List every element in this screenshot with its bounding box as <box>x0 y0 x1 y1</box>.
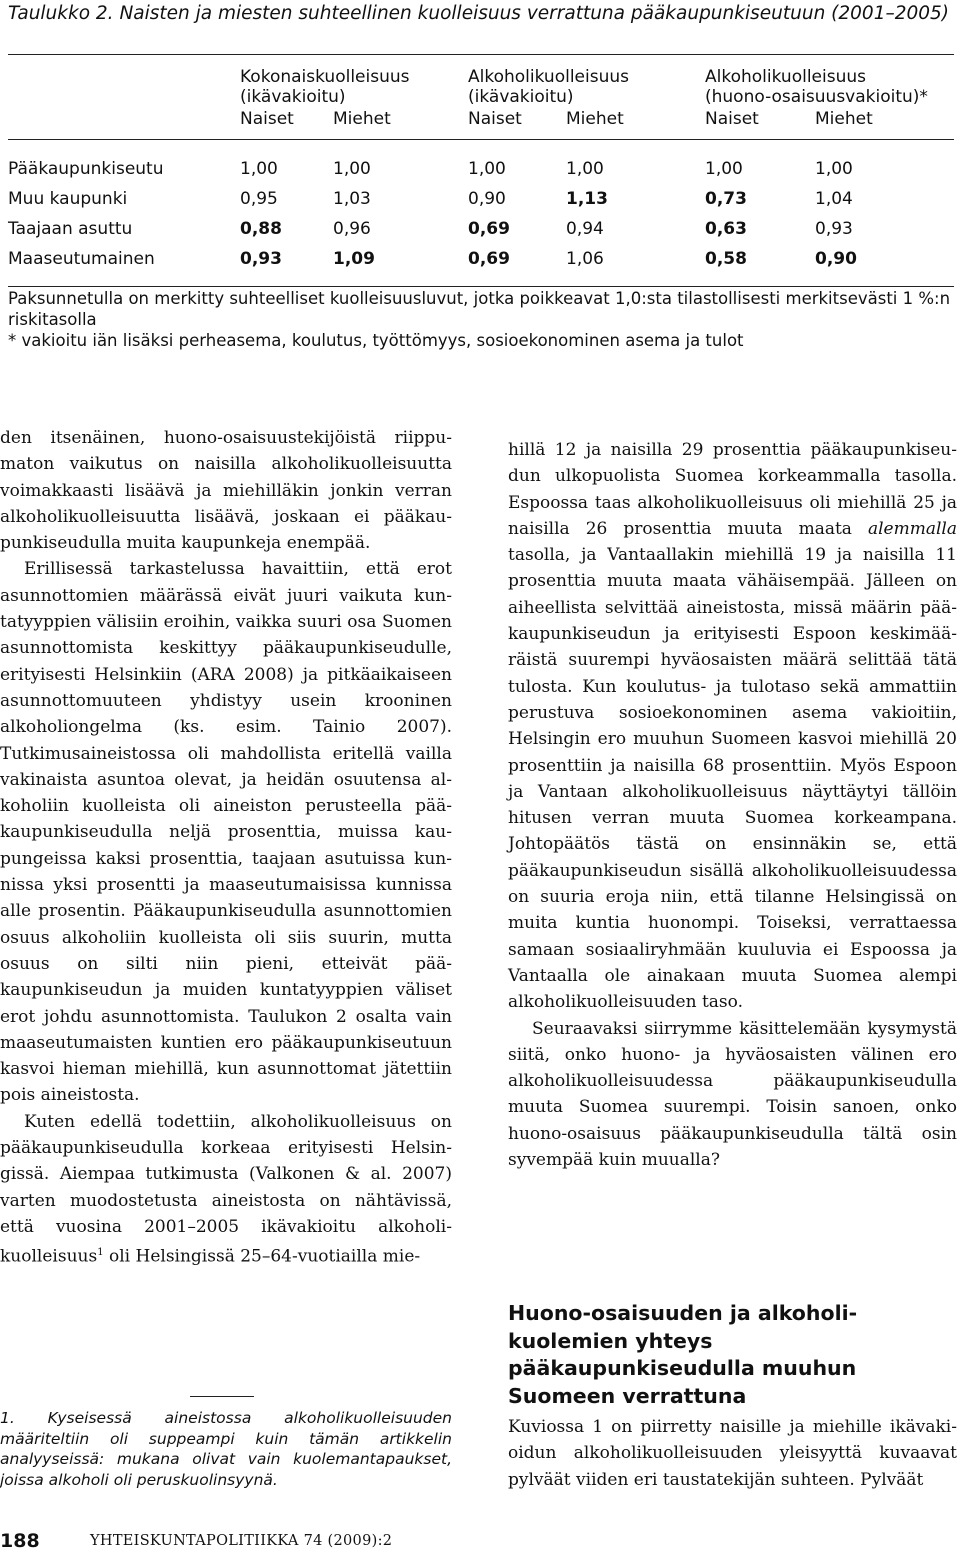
table-body <box>8 140 954 287</box>
paragraph: Erillisessä tarkastelussa havaittiin, että erot asunnottomien määrässä eivät juuri vaikuta kuntatyyppien välisiin eroihin, vaikka suuri osa Suomen asunnottomista keskittyy pääkaupunkiseudulle, erityisesti Helsinkiin (ARA 2008) ja pitkäaikaiseen asunnottomuuteen yhdistyy usein krooninen alkoholiongelma (ks. esim. Tainio 2007). Tutkimusaineistossa oli mahdollista eritellä vailla vakinaista asuntoa olevat, ja heidän osuutensa alkoholiin kuolleista oli aineiston perusteella pääkaupunkiseudulla neljä prosenttia, muissa kaupungeissa kaksi prosenttia, taajaan asutuissa kunnissa yksi prosentti ja maaseutumaisissa kunnissa alle prosentin. Pääkaupunkiseudulla asunnottomien osuus alkoholiin kuolleista oli siis suurin, mutta osuus on silti niin pieni, etteivät pääkaupunkiseudun ja muiden kuntatyyppien väliset erot johdu asunnottomista. Taulukon 2 osalta vain maaseutumaisten kuntien ero pääkaupunkiseutuun kasvoi hieman miehillä, kun asunnottomat jätettiin pois aineistosta. <box>0 559 452 1106</box>
subheader-men: Miehet <box>333 109 468 140</box>
table-row <box>8 244 954 287</box>
group-header-alcohol-deprivation: Alkoholikuolleisuus (huono-osaisuusvakioitu)* <box>705 67 928 107</box>
table-cell: 0,93 <box>240 244 333 287</box>
table-row <box>8 214 954 244</box>
subheader-men: Miehet <box>566 109 705 140</box>
subheader-women: Naiset <box>705 109 815 140</box>
table-cell: 1,00 <box>705 159 743 179</box>
footnote: 1. Kyseisessä aineistossa alkoholikuolleisuuden määriteltiin oli suppeampi kuin tämän artikkelin analyyseissä: mukana olivat vain kuolemantapaukset, joissa alkoholi oli peruskuolinsyynä. <box>0 1409 452 1489</box>
footnote-marker[interactable]: 1 <box>97 1247 104 1259</box>
table-cell: 1,00 <box>566 159 604 179</box>
section-heading: Huono-osaisuuden ja alkoholikuolemien yhteys pääkaupunkiseudulla muuhun Suomeen verrattuna <box>508 1301 858 1408</box>
group-header-total: Kokonaiskuolleisuus (ikävakioitu) <box>240 67 410 107</box>
table-cell: 0,94 <box>566 219 604 239</box>
journal-name: YHTEISKUNTAPOLITIIKKA 74 (2009):2 <box>90 1533 393 1549</box>
table-cell: 1,04 <box>815 189 853 209</box>
table-cell: 1,00 <box>240 159 278 179</box>
table-subheader-row <box>8 109 954 140</box>
table-cell: 1,06 <box>566 244 705 287</box>
table-cell: 0,95 <box>240 189 278 209</box>
table-row <box>8 140 954 185</box>
paragraph: Seuraavaksi siirrymme käsittelemään kysymystä siitä, onko huono- ja hyväosaisten välinen ero alkoholikuolleisuudessa pääkaupunkiseudulla muuta Suomea suurempi. Toisin sanoen, onko huono-osaisuus pääkaupunkiseudulla tältä osin syvempää kuin muualla? <box>508 1018 957 1171</box>
table-group-header-row <box>8 55 954 110</box>
table-cell: 1,13 <box>566 189 608 209</box>
left-column <box>0 425 452 1270</box>
paragraph: Kuten edellä todettiin, alkoholikuolleisuus on pääkaupunkiseudulla korkeaa erityisesti Helsingissä. Aiempaa tutkimusta (Valkonen & al. 2007) varten muodostetusta aineistosta on nähtävissä, että vuosina 2001–2005 ikävakioitu alkoholikuolleisuus$^1$ oli Helsingissä 25–64-vuotiailla mie- <box>0 1111 452 1267</box>
row-label: Muu kaupunki <box>8 189 128 209</box>
row-label: Taajaan asuttu <box>8 219 133 239</box>
table-note-adjustment: * vakioitu iän lisäksi perheasema, koulutus, työttömyys, sosioekonominen asema ja tulot <box>8 331 744 350</box>
table-cell: 1,00 <box>333 159 371 179</box>
mortality-table <box>8 54 954 287</box>
table-cell: 0,90 <box>468 189 506 209</box>
table-cell: 0,93 <box>815 219 853 239</box>
table-cell: 0,90 <box>815 244 954 287</box>
page-number: 188 <box>0 1530 40 1552</box>
row-label: Maaseutumainen <box>8 244 240 287</box>
subheader-men: Miehet <box>815 109 954 140</box>
table-cell: 0,63 <box>705 219 747 239</box>
right-column <box>508 437 957 1173</box>
table-cell: 1,00 <box>468 159 506 179</box>
paragraph: Kuviossa 1 on piirretty naisille ja miehille ikävakioidun alkoholikuolleisuuden yleisyyttä kuvaavat pylväät viiden eri taustatekijän suhteen. Pylväät <box>508 1417 957 1490</box>
paragraph: hillä 12 ja naisilla 29 prosenttia pääkaupunkiseudun ulkopuolista Suomea korkeammalla tasolla. Espoossa taas alkoholikuolleisuus oli miehillä 25 ja naisilla 26 prosenttia muuta maata alemmalla tasolla, ja Vantaallakin miehillä 19 ja naisilla 11 prosenttia muuta maata vähäisempää. Jälleen on aiheellista selvittää aineistosta, missä määrin pääkaupunkiseudun ja erityisesti Espoon keskimääräistä suurempi hyväosaisten määrä selittää tätä tulosta. Kun koulutus- ja tulotaso sekä ammattiin perustuva sosioekonominen asema vakioitiin, Helsingin ero muuhun Suomeen kasvoi miehillä 20 prosenttiin ja naisilla 68 prosenttiin. Myös Espoon ja Vantaan alkoholikuolleisuus näyttäytyi tällöin hitusen verran muuta Suomea korkeampana. Johtopäätös tästä on ensinnäkin se, että pääkaupunkiseudun sisällä alkoholikuolleisuudessa on suuria eroja niin, että tilanne Helsingissä on muita kuntia huonompi. Toiseksi, verrattaessa samaan sosiaaliryhmään kuuluvia ei Espoossa ja Vantaalla ole ainakaan muuta Suomea alempi alkoholikuolleisuuden taso. <box>508 440 957 1013</box>
table-cell: 0,73 <box>705 189 747 209</box>
table-cell: 1,03 <box>333 189 371 209</box>
footnote-divider <box>190 1396 254 1397</box>
table-cell: 0,58 <box>705 244 815 287</box>
table-cell: 1,00 <box>815 159 853 179</box>
group-header-alcohol-age: Alkoholikuolleisuus (ikävakioitu) <box>468 67 630 107</box>
table-caption: Taulukko 2. Naisten ja miesten suhteellinen kuolleisuus verrattuna pääkaupunkiseutuun (2001–2005) <box>8 3 950 24</box>
table-cell: 0,69 <box>468 244 566 287</box>
table-row <box>8 184 954 214</box>
subheader-women: Naiset <box>240 109 333 140</box>
table-cell: 1,09 <box>333 244 468 287</box>
table-cell: 0,88 <box>240 219 282 239</box>
table-corner-cell <box>8 55 240 110</box>
table-cell: 0,69 <box>468 219 510 239</box>
table-notes <box>8 288 958 351</box>
row-label: Pääkaupunkiseutu <box>8 159 164 179</box>
subheader-women: Naiset <box>468 109 566 140</box>
table-cell: 0,96 <box>333 219 371 239</box>
paragraph: den itsenäinen, huono-osaisuustekijöistä riippumaton vaikutus on naisilla alkoholikuolleisuutta voimakkaasti lisäävä ja miehilläkin jonkin verran alkoholikuolleisuutta lisäävä, joskaan ei pääkaupunkiseudulla muita kaupunkeja enempää. <box>0 428 452 554</box>
table-note-significance: Paksunnetulla on merkitty suhteelliset kuolleisuusluvut, jotka poikkeavat 1,0:sta tilastollisesti merkitsevästi 1 %:n riskitasolla <box>8 289 951 329</box>
